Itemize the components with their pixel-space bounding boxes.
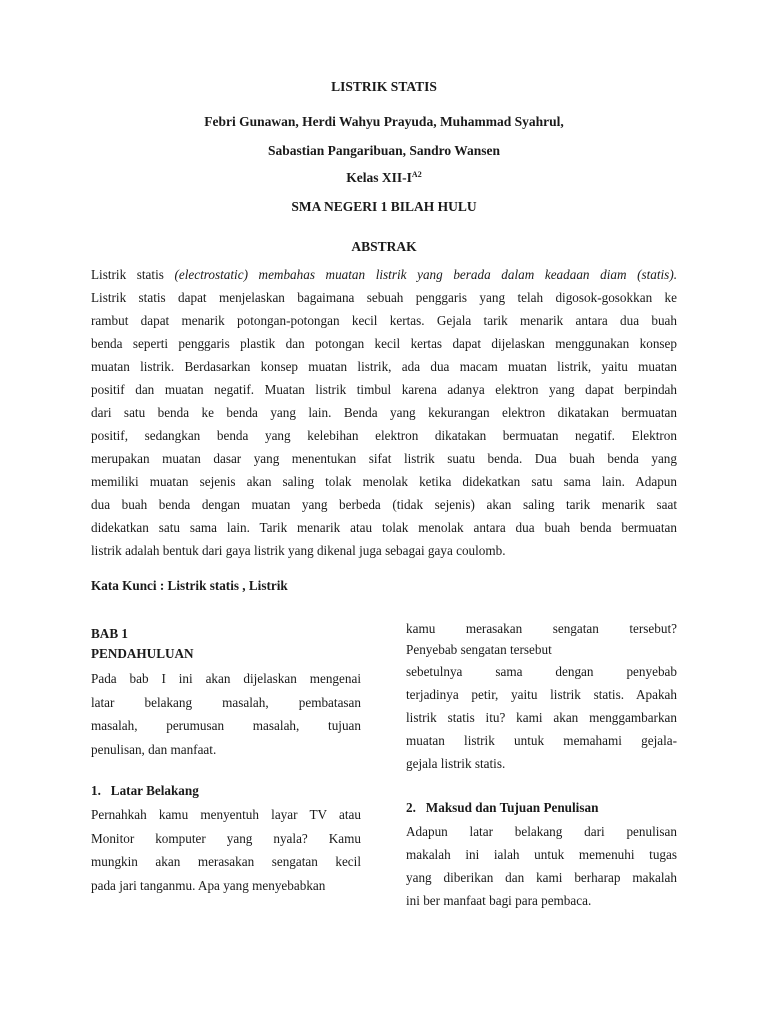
authors-line-2: Sabastian Pangaribuan, Sandro Wansen bbox=[267, 143, 501, 158]
abstract-body bbox=[91, 263, 677, 562]
abstract-line-1: Listrik statis (electrostatic) membahas muatan listrik yang berada dalam keadaan diam (statis). bbox=[91, 267, 678, 282]
abstract-line: Listrik statis dapat menjelaskan bagaimana sebuah penggaris yang telah digosok-gosokkan ke bbox=[91, 290, 677, 305]
abstract-line: benda seperti penggaris plastik dan potongan kecil kertas dapat dijelaskan menggunakan konsep bbox=[91, 336, 677, 351]
abstract-line: listrik adalah bentuk dari gaya listrik yang dikenal juga sebagai gaya coulomb. bbox=[91, 543, 506, 558]
section-2-line: ini ber manfaat bagi para pembaca. bbox=[406, 893, 592, 908]
section-1-line: pada jari tanganmu. Apa yang menyebabkan bbox=[91, 877, 326, 893]
intro-line: Pada bab I ini akan dijelaskan mengenai bbox=[91, 671, 361, 686]
section-1-heading-wrap bbox=[91, 781, 361, 801]
section-1-line: Monitor komputer yang nyala? Kamu bbox=[91, 830, 361, 846]
section-1-line: Pernahkah kamu menyentuh layar TV atau bbox=[91, 807, 361, 822]
right-line: sebetulnya sama dengan penyebab bbox=[406, 664, 677, 679]
abstract-line: rambut dapat menarik potongan-potongan kecil kertas. Gejala tarik menarik antara dua buah bbox=[91, 313, 677, 328]
class-text: Kelas XII-I bbox=[346, 170, 412, 185]
abstract-line-1-rest: (electrostatic) membahas muatan listrik yang berada dalam keadaan diam (statis). bbox=[174, 267, 678, 282]
abstract-heading: ABSTRAK bbox=[351, 239, 417, 254]
abstract-line: dari satu benda ke benda yang lain. Benda yang kekurangan elektron dikatakan bermuatan bbox=[91, 405, 677, 420]
intro-line: masalah, perumusan masalah, tujuan bbox=[91, 718, 361, 733]
right-line: listrik statis itu? kami akan menggambarkan bbox=[406, 710, 677, 725]
class-superscript: A2 bbox=[411, 170, 422, 179]
right-line: gejala listrik statis. bbox=[406, 756, 506, 771]
intro-paragraph bbox=[91, 667, 361, 761]
section-1-paragraph bbox=[91, 803, 361, 897]
abstract-line: positif dan muatan negatif. Muatan listrik timbul karena adanya elektron yang dapat berpindah bbox=[91, 382, 677, 397]
section-2-paragraph bbox=[406, 820, 677, 912]
school-name: SMA NEGERI 1 BILAH HULU bbox=[291, 199, 477, 214]
abstract-line: memiliki muatan sejenis akan saling tolak menolak ketika didekatkan satu sama lain. Adapun bbox=[91, 474, 677, 489]
class-label bbox=[0, 169, 768, 187]
section-2-line: yang diberikan dan kami berharap makalah bbox=[406, 870, 677, 885]
section-2-line: makalah ini ialah untuk memenuhi tugas bbox=[406, 847, 677, 862]
right-line: kamu merasakan sengatan tersebut? bbox=[406, 621, 677, 636]
right-line: Penyebab sengatan tersebut bbox=[406, 642, 552, 657]
abstract-line: muatan listrik. Berdasarkan konsep muatan listrik, ada dua macam muatan listrik, yaitu muatan bbox=[91, 359, 677, 374]
section-1-line: mungkin akan merasakan sengatan kecil bbox=[91, 854, 361, 869]
paper-title: LISTRIK STATIS bbox=[331, 79, 437, 94]
right-line: terjadinya petir, yaitu listrik statis. Apakah bbox=[406, 687, 677, 702]
right-column-top bbox=[406, 617, 677, 775]
bab-title: PENDAHULUAN bbox=[91, 646, 194, 661]
bab-label: BAB 1 bbox=[91, 626, 129, 641]
right-line: muatan listrik untuk memahami gejala- bbox=[406, 733, 677, 748]
section-2-heading-wrap bbox=[406, 798, 677, 818]
abstract-line: didekatkan satu sama lain. Tarik menarik atau tolak menolak antara dua buah benda bermuatan bbox=[91, 520, 677, 535]
abstract-line: merupakan muatan dasar yang menentukan sifat listrik suatu benda. Dua buah benda yang bbox=[91, 451, 677, 466]
intro-line: latar belakang masalah, pembatasan bbox=[91, 694, 361, 710]
keywords: Kata Kunci : Listrik statis , Listrik bbox=[91, 578, 288, 593]
left-column-header bbox=[91, 624, 361, 664]
abstract-line: dua buah benda dengan muatan yang berbeda (tidak sejenis) akan saling tarik menarik saat bbox=[91, 497, 677, 512]
abstract-line: positif, sedangkan benda yang kelebihan elektron dikatakan bermuatan negatif. Elektron bbox=[91, 428, 677, 443]
section-1-heading: 1. Latar Belakang bbox=[91, 783, 199, 798]
intro-line: penulisan, dan manfaat. bbox=[91, 741, 217, 757]
authors-line-1: Febri Gunawan, Herdi Wahyu Prayuda, Muhammad Syahrul, bbox=[204, 114, 564, 129]
section-2-line: Adapun latar belakang dari penulisan bbox=[406, 824, 677, 839]
section-2-heading: 2. Maksud dan Tujuan Penulisan bbox=[406, 800, 599, 815]
